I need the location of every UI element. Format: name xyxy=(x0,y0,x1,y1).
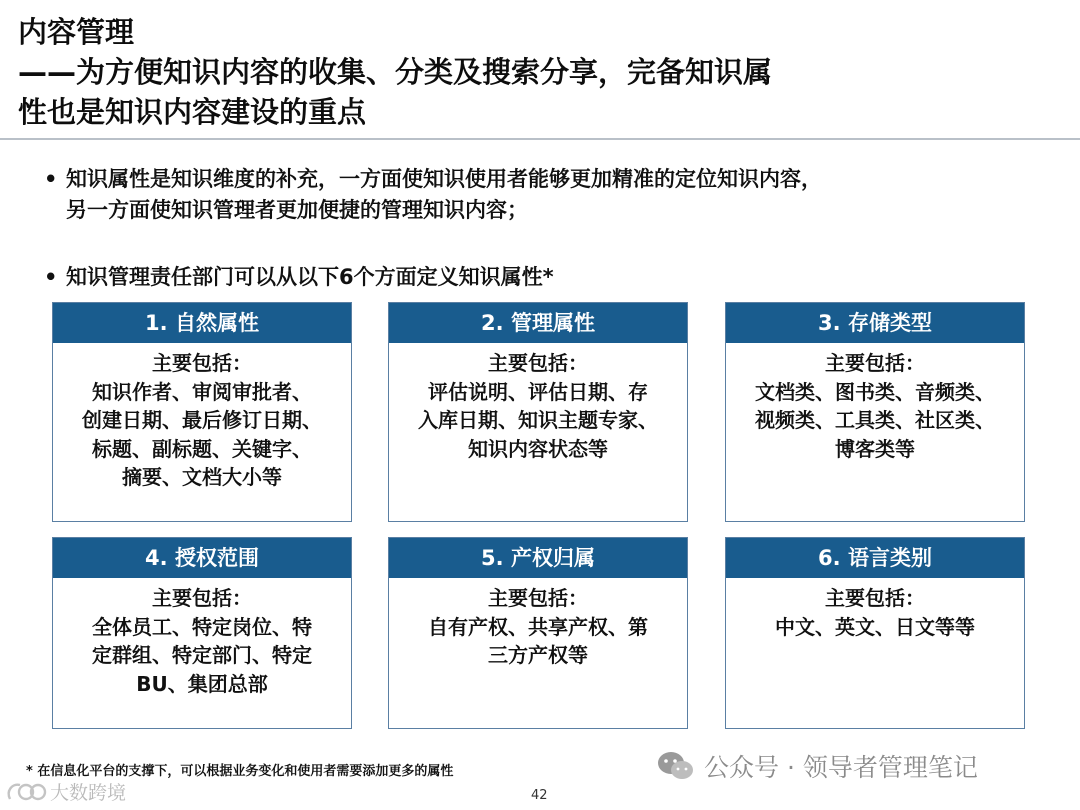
card-line: 主要包括： xyxy=(825,351,925,375)
card-line: BU、集团总部 xyxy=(136,671,268,696)
attribute-card-natural xyxy=(52,302,352,522)
card-line: 评估说明、评估日期、存 xyxy=(428,379,648,404)
card-title: 5. 产权归属 xyxy=(389,538,687,578)
card-title: 4. 授权范围 xyxy=(53,538,351,578)
attribute-card-language xyxy=(725,537,1025,729)
card-body xyxy=(389,343,687,463)
watermark xyxy=(656,748,978,784)
card-line: 定群组、特定部门、特定 xyxy=(92,643,312,667)
bullet-dot: • xyxy=(44,167,58,191)
card-line: 知识作者、审阅审批者、 xyxy=(92,379,312,404)
bullet-item xyxy=(44,164,822,226)
card-body xyxy=(726,578,1024,641)
card-line: 主要包括： xyxy=(488,351,588,375)
card-line: 主要包括： xyxy=(488,586,588,610)
card-line: 博客类等 xyxy=(835,436,915,461)
bullet-text-line: 另一方面使知识管理者更加便捷的管理知识内容； xyxy=(66,198,528,222)
card-line: 自有产权、共享产权、第 xyxy=(428,614,648,639)
footnote: * 在信息化平台的支撑下，可以根据业务变化和使用者需要添加更多的属性 xyxy=(26,764,454,779)
attribute-card-authorization xyxy=(52,537,352,729)
watermark-brand-text: 大数跨境 xyxy=(50,782,127,804)
card-title: 2. 管理属性 xyxy=(389,303,687,343)
card-line: 中文、英文、日文等等 xyxy=(775,614,975,639)
bullet-text-line: 知识属性是知识维度的补充，一方面使知识使用者能够更加精准的定位知识内容， xyxy=(66,167,822,191)
card-line: 全体员工、特定岗位、特 xyxy=(92,614,312,639)
wechat-icon xyxy=(656,749,696,783)
card-title: 1. 自然属性 xyxy=(53,303,351,343)
title-line-3: 性也是知识内容建设的重点 xyxy=(18,95,367,129)
bullet-item xyxy=(44,262,554,293)
card-line: 主要包括： xyxy=(152,586,252,610)
card-line: 视频类、工具类、社区类、 xyxy=(755,408,995,432)
attribute-card-management xyxy=(388,302,688,522)
watermark-text: 公众号 · 领导者管理笔记 xyxy=(704,753,978,782)
card-line: 文档类、图书类、音频类、 xyxy=(755,379,995,404)
bullet-dot: • xyxy=(44,265,58,289)
card-body xyxy=(726,343,1024,463)
card-line: 入库日期、知识主题专家、 xyxy=(418,408,658,432)
card-title: 3. 存储类型 xyxy=(726,303,1024,343)
card-body xyxy=(53,578,351,698)
page-number: 42 xyxy=(531,788,548,803)
card-line: 标题、副标题、关键字、 xyxy=(92,436,312,461)
card-line: 创建日期、最后修订日期、 xyxy=(82,408,322,432)
watermark-brand xyxy=(4,778,126,805)
card-title: 6. 语言类别 xyxy=(726,538,1024,578)
brand-logo-icon xyxy=(4,779,48,805)
title-divider xyxy=(0,138,1080,140)
title-line-1: 内容管理 xyxy=(18,15,135,49)
attribute-card-storage xyxy=(725,302,1025,522)
attribute-card-ownership xyxy=(388,537,688,729)
bullet-text-line: 知识管理责任部门可以从以下6个方面定义知识属性* xyxy=(66,265,554,289)
card-line: 知识内容状态等 xyxy=(468,436,608,461)
card-line: 主要包括： xyxy=(152,351,252,375)
card-body xyxy=(53,343,351,492)
card-line: 三方产权等 xyxy=(488,643,588,667)
title-line-2: ——为方便知识内容的收集、分类及搜索分享，完备知识属 xyxy=(18,55,773,89)
card-body xyxy=(389,578,687,670)
slide-title xyxy=(18,12,1058,132)
card-line: 主要包括： xyxy=(825,586,925,610)
card-line: 摘要、文档大小等 xyxy=(122,465,282,489)
